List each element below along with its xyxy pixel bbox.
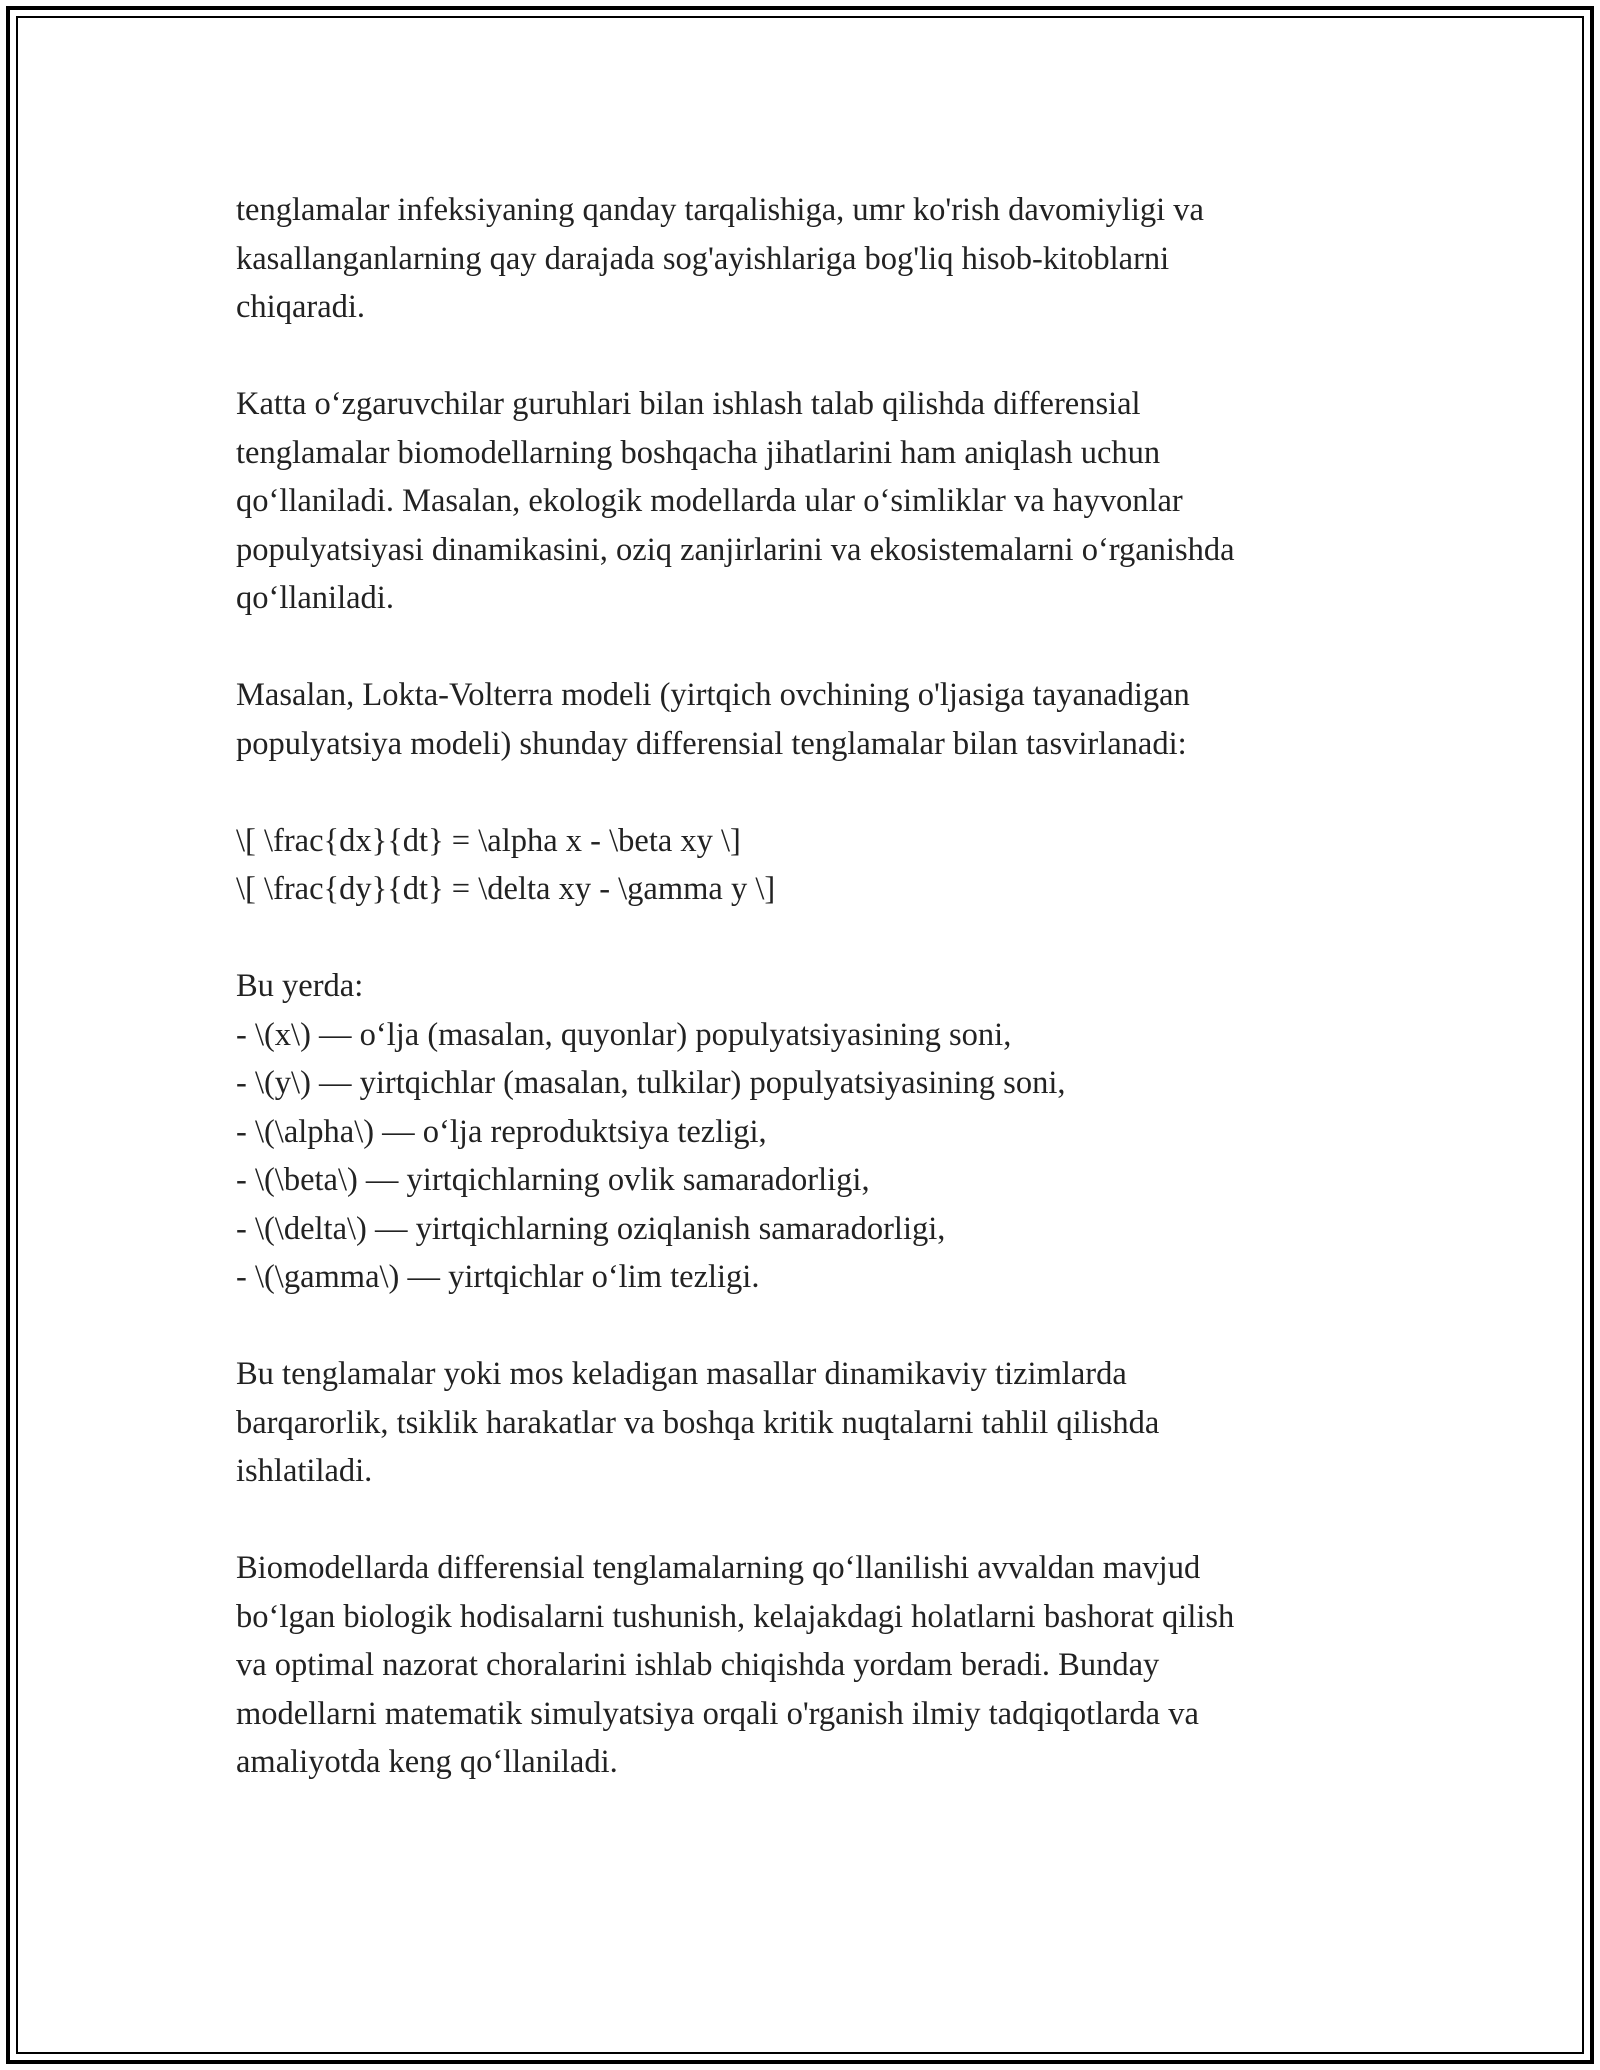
text-line: ishlatiladi. [236, 1453, 373, 1489]
paragraph-lotka-volterra-intro [236, 671, 1376, 768]
variable-definitions [236, 962, 1376, 1302]
definition-item: - \(\gamma\) — yirtqichlar o‘lim tezligi. [236, 1259, 760, 1295]
text-line: tenglamalar biomodellarning boshqacha jihatlarini ham aniqlash uchun [236, 434, 1161, 471]
equation-dx-dt: \[ \frac{dx}{dt} = \alpha x - \beta xy \] [236, 822, 741, 859]
text-line: Katta o‘zgaruvchilar guruhlari bilan ishlash talab qilishda differensial [236, 386, 1141, 422]
equation-dy-dt: \[ \frac{dy}{dt} = \delta xy - \gamma y \] [236, 871, 776, 907]
text-line: bo‘lgan biologik hodisalarni tushunish, kelajakdagi holatlarni bashorat qilish [236, 1598, 1235, 1635]
text-line: populyatsiya modeli) shunday differensial tenglamalar bilan tasvirlanadi: [236, 725, 1187, 762]
text-line: amaliyotda keng qo‘llaniladi. [236, 1744, 618, 1780]
text-line: populyatsiyasi dinamikasini, oziq zanjirlarini va ekosistemalarni o‘rganishda [236, 531, 1235, 568]
text-line: tenglamalar infeksiyaning qanday tarqalishiga, umr ko'rish davomiyligi va [236, 192, 1204, 228]
text-line: chiqaradi. [236, 289, 366, 325]
document-body [236, 186, 1376, 1787]
text-line: Bu tenglamalar yoki mos keladigan masallar dinamikaviy tizimlarda [236, 1356, 1127, 1392]
paragraph-infection-results [236, 186, 1376, 332]
text-line: Biomodellarda differensial tenglamalarning qo‘llanilishi avvaldan mavjud [236, 1550, 1201, 1586]
equations-block [236, 817, 1376, 914]
text-line: qo‘llaniladi. [236, 580, 394, 616]
text-line: va optimal nazorat choralarini ishlab chiqishda yordam beradi. Bunday [236, 1647, 1160, 1683]
paragraph-ecological-models [236, 380, 1376, 623]
text-line: qo‘llaniladi. Masalan, ekologik modellarda ular o‘simliklar va hayvonlar [236, 483, 1183, 519]
definition-item: - \(y\) — yirtqichlar (masalan, tulkilar) populyatsiyasining soni, [236, 1065, 1066, 1101]
text-line: kasallanganlarning qay darajada sog'ayishlariga bog'liq hisob-kitoblarni [236, 240, 1170, 277]
paragraph-conclusion [236, 1544, 1376, 1787]
definition-item: - \(\alpha\) — o‘lja reproduktsiya tezligi, [236, 1113, 767, 1150]
definitions-heading: Bu yerda: [236, 968, 364, 1004]
definition-item: - \(x\) — o‘lja (masalan, quyonlar) populyatsiyasining soni, [236, 1016, 1012, 1053]
paragraph-stability-analysis [236, 1350, 1376, 1496]
text-line: modellarni matematik simulyatsiya orqali o'rganish ilmiy tadqiqotlarda va [236, 1695, 1199, 1732]
definition-item: - \(\delta\) — yirtqichlarning oziqlanish samaradorligi, [236, 1210, 946, 1247]
text-line: barqarorlik, tsiklik harakatlar va boshqa kritik nuqtalarni tahlil qilishda [236, 1404, 1160, 1441]
definition-item: - \(\beta\) — yirtqichlarning ovlik samaradorligi, [236, 1162, 870, 1198]
text-line: Masalan, Lokta-Volterra modeli (yirtqich ovchining o'ljasiga tayanadigan [236, 677, 1190, 713]
